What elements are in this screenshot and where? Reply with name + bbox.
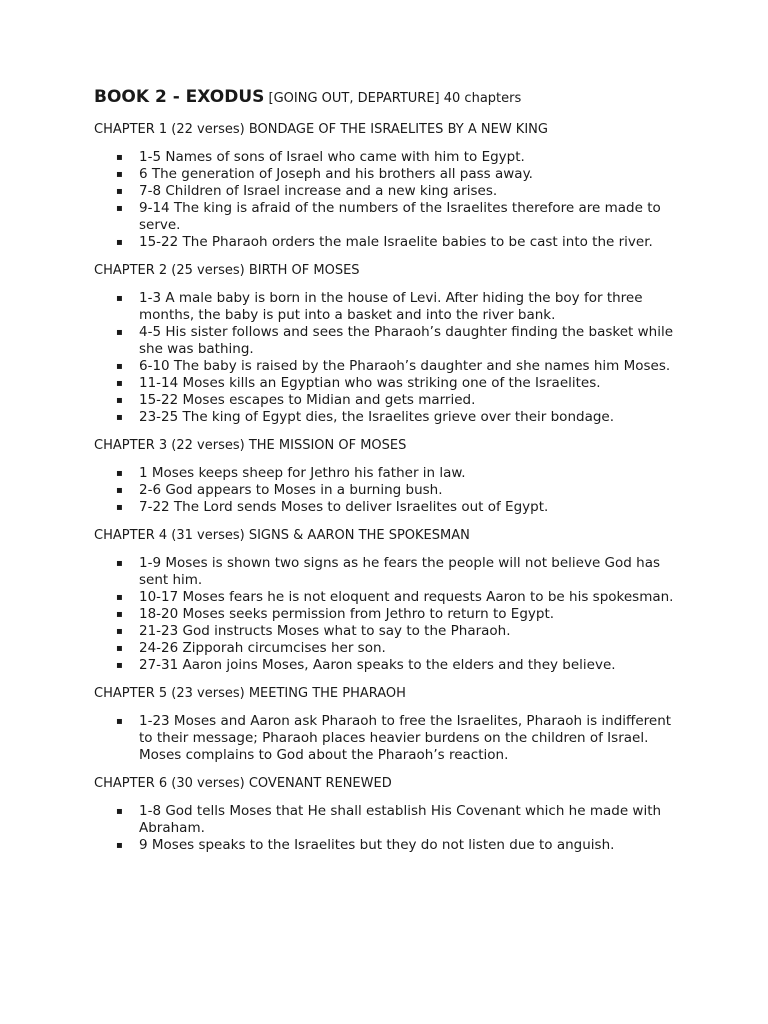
document-title xyxy=(94,86,674,110)
verse-summary-text: 2-6 God appears to Moses in a burning bush. xyxy=(139,482,443,498)
verse-summary-text: 11-14 Moses kills an Egyptian who was striking one of the Israelites. xyxy=(139,375,601,391)
verse-list-item xyxy=(94,234,674,251)
square-bullet-icon: ▪ xyxy=(116,378,123,389)
verse-list-item xyxy=(94,392,674,409)
verse-summary-text: 9 Moses speaks to the Israelites but they do not listen due to anguish. xyxy=(139,837,615,853)
square-bullet-icon: ▪ xyxy=(116,293,123,304)
verse-summary-text: 1 Moses keeps sheep for Jethro his father in law. xyxy=(139,465,466,481)
square-bullet-icon: ▪ xyxy=(116,806,123,817)
square-bullet-icon: ▪ xyxy=(116,237,123,248)
verse-list-item xyxy=(94,482,674,499)
verse-summary-text: 27-31 Aaron joins Moses, Aaron speaks to the elders and they believe. xyxy=(139,657,616,673)
square-bullet-icon: ▪ xyxy=(116,186,123,197)
square-bullet-icon: ▪ xyxy=(116,558,123,569)
square-bullet-icon: ▪ xyxy=(116,327,123,338)
verse-list-item xyxy=(94,166,674,183)
verse-summary-text: 10-17 Moses fears he is not eloquent and requests Aaron to be his spokesman. xyxy=(139,589,674,605)
verse-list-item xyxy=(94,555,674,589)
verse-list-item xyxy=(94,657,674,674)
chapter-list xyxy=(94,121,674,854)
verse-summary-text: 9-14 The king is afraid of the numbers of the Israelites therefore are made to serve. xyxy=(139,200,661,233)
chapter-section xyxy=(94,527,674,674)
verse-summary-text: 21-23 God instructs Moses what to say to the Pharaoh. xyxy=(139,623,511,639)
square-bullet-icon: ▪ xyxy=(116,169,123,180)
chapter-heading: CHAPTER 6 (30 verses) COVENANT RENEWED xyxy=(94,776,392,791)
chapter-section xyxy=(94,437,674,516)
square-bullet-icon: ▪ xyxy=(116,203,123,214)
verse-summary-text: 6 The generation of Joseph and his brothers all pass away. xyxy=(139,166,533,182)
verse-list xyxy=(94,713,674,764)
verse-list-item xyxy=(94,409,674,426)
chapter-heading: CHAPTER 4 (31 verses) SIGNS & AARON THE SPOKESMAN xyxy=(94,528,470,543)
square-bullet-icon: ▪ xyxy=(116,485,123,496)
chapter-heading: CHAPTER 5 (23 verses) MEETING THE PHARAOH xyxy=(94,686,406,701)
verse-list-item xyxy=(94,149,674,166)
chapter-heading: CHAPTER 3 (22 verses) THE MISSION OF MOSES xyxy=(94,438,407,453)
square-bullet-icon: ▪ xyxy=(116,660,123,671)
chapter-section xyxy=(94,775,674,854)
chapter-heading: CHAPTER 1 (22 verses) BONDAGE OF THE ISRAELITES BY A NEW KING xyxy=(94,122,548,137)
verse-summary-text: 6-10 The baby is raised by the Pharaoh’s daughter and she names him Moses. xyxy=(139,358,671,374)
verse-list-item xyxy=(94,589,674,606)
verse-list-item xyxy=(94,713,674,764)
verse-summary-text: 24-26 Zipporah circumcises her son. xyxy=(139,640,386,656)
square-bullet-icon: ▪ xyxy=(116,468,123,479)
verse-list-item xyxy=(94,324,674,358)
verse-list xyxy=(94,555,674,674)
square-bullet-icon: ▪ xyxy=(116,626,123,637)
verse-list-item xyxy=(94,803,674,837)
verse-summary-text: 1-23 Moses and Aaron ask Pharaoh to free the Israelites, Pharaoh is indifferent to their message; Pharaoh places heavier burdens on the children of Israel. Moses complains to God about the Pharaoh’s reaction. xyxy=(139,713,672,763)
verse-list-item xyxy=(94,499,674,516)
square-bullet-icon: ▪ xyxy=(116,716,123,727)
verse-list-item xyxy=(94,290,674,324)
verse-summary-text: 7-22 The Lord sends Moses to deliver Israelites out of Egypt. xyxy=(139,499,549,515)
verse-summary-text: 15-22 Moses escapes to Midian and gets married. xyxy=(139,392,476,408)
square-bullet-icon: ▪ xyxy=(116,502,123,513)
verse-summary-text: 23-25 The king of Egypt dies, the Israelites grieve over their bondage. xyxy=(139,409,615,425)
verse-list-item xyxy=(94,375,674,392)
verse-summary-text: 7-8 Children of Israel increase and a new king arises. xyxy=(139,183,498,199)
verse-summary-text: 1-3 A male baby is born in the house of Levi. After hiding the boy for three months, the baby is put into a basket and into the river bank. xyxy=(139,290,643,323)
square-bullet-icon: ▪ xyxy=(116,412,123,423)
chapter-heading: CHAPTER 2 (25 verses) BIRTH OF MOSES xyxy=(94,263,360,278)
square-bullet-icon: ▪ xyxy=(116,609,123,620)
chapter-section xyxy=(94,121,674,251)
document-page xyxy=(94,86,674,865)
verse-list xyxy=(94,290,674,426)
book-subtitle: [GOING OUT, DEPARTURE] 40 chapters xyxy=(264,91,522,106)
square-bullet-icon: ▪ xyxy=(116,361,123,372)
square-bullet-icon: ▪ xyxy=(116,592,123,603)
book-title: BOOK 2 - EXODUS xyxy=(94,87,265,107)
square-bullet-icon: ▪ xyxy=(116,840,123,851)
verse-list-item xyxy=(94,200,674,234)
square-bullet-icon: ▪ xyxy=(116,643,123,654)
verse-list-item xyxy=(94,837,674,854)
verse-list-item xyxy=(94,606,674,623)
verse-summary-text: 1-5 Names of sons of Israel who came with him to Egypt. xyxy=(139,149,525,165)
verse-summary-text: 18-20 Moses seeks permission from Jethro to return to Egypt. xyxy=(139,606,555,622)
verse-list xyxy=(94,803,674,854)
verse-list-item xyxy=(94,465,674,482)
verse-list-item xyxy=(94,183,674,200)
verse-list-item xyxy=(94,358,674,375)
square-bullet-icon: ▪ xyxy=(116,152,123,163)
verse-summary-text: 1-8 God tells Moses that He shall establish His Covenant which he made with Abraham. xyxy=(139,803,662,836)
square-bullet-icon: ▪ xyxy=(116,395,123,406)
verse-summary-text: 4-5 His sister follows and sees the Pharaoh’s daughter finding the basket while she was bathing. xyxy=(139,324,674,357)
chapter-section xyxy=(94,685,674,764)
verse-list-item xyxy=(94,640,674,657)
chapter-section xyxy=(94,262,674,426)
verse-summary-text: 15-22 The Pharaoh orders the male Israelite babies to be cast into the river. xyxy=(139,234,653,250)
verse-list xyxy=(94,149,674,251)
verse-summary-text: 1-9 Moses is shown two signs as he fears the people will not believe God has sent him. xyxy=(139,555,660,588)
verse-list-item xyxy=(94,623,674,640)
verse-list xyxy=(94,465,674,516)
